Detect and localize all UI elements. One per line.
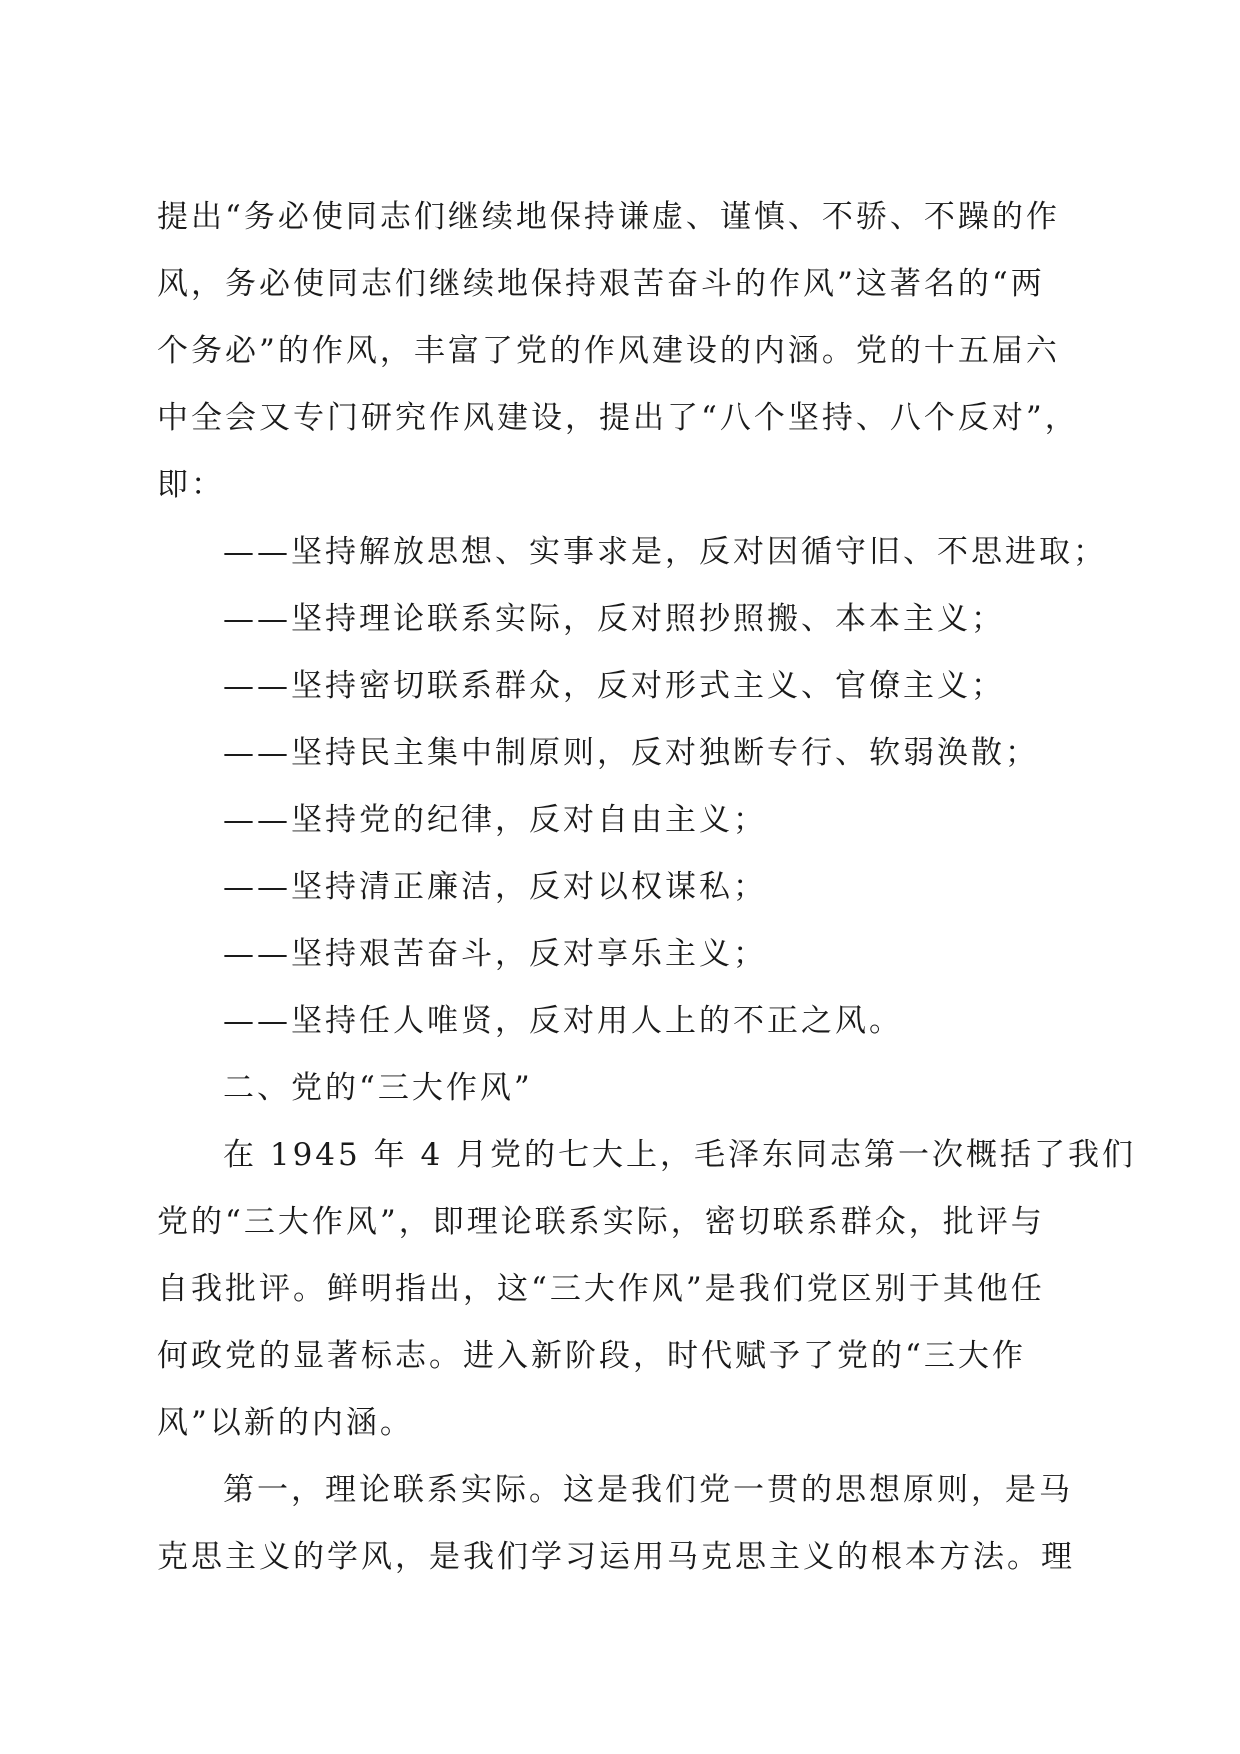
- paragraph-line: 党的“三大作风”，即理论联系实际，密切联系群众，批评与: [157, 1204, 1045, 1240]
- paragraph-line: 克思主义的学风，是我们学习运用马克思主义的根本方法。理: [157, 1539, 1075, 1575]
- paragraph-line: 何政党的显著标志。进入新阶段，时代赋予了党的“三大作: [157, 1338, 1026, 1374]
- list-item: ——坚持密切联系群众，反对形式主义、官僚主义；: [223, 668, 1005, 704]
- list-item: ——坚持清正廉洁，反对以权谋私；: [223, 869, 767, 905]
- text-line: 个务必”的作风，丰富了党的作风建设的内涵。党的十五届六: [157, 333, 1060, 369]
- list-item: ——坚持理论联系实际，反对照抄照搬、本本主义；: [223, 601, 1005, 637]
- text-line: 提出“务必使同志们继续地保持谦虚、谨慎、不骄、不躁的作: [157, 199, 1060, 235]
- paragraph-line: 风”以新的内涵。: [157, 1405, 414, 1441]
- paragraph-line: 在 1945 年 4 月党的七大上，毛泽东同志第一次概括了我们: [223, 1137, 1137, 1173]
- document-body: [157, 184, 1137, 1591]
- text-line: 风，务必使同志们继续地保持艰苦奋斗的作风”这著名的“两: [157, 266, 1045, 302]
- list-item: ——坚持任人唯贤，反对用人上的不正之风。: [223, 1003, 903, 1039]
- list-item: ——坚持党的纪律，反对自由主义；: [223, 802, 767, 838]
- text-line: 中全会又专门研究作风建设，提出了“八个坚持、八个反对”，: [157, 400, 1079, 436]
- list-item: ——坚持民主集中制原则，反对独断专行、软弱涣散；: [223, 735, 1039, 771]
- text-line: 即：: [157, 467, 225, 503]
- paragraph-line: 第一，理论联系实际。这是我们党一贯的思想原则，是马: [223, 1472, 1073, 1508]
- list-item: ——坚持艰苦奋斗，反对享乐主义；: [223, 936, 767, 972]
- section-heading: 二、党的“三大作风”: [223, 1070, 533, 1106]
- list-item: ——坚持解放思想、实事求是，反对因循守旧、不思进取；: [223, 534, 1107, 570]
- paragraph-line: 自我批评。鲜明指出，这“三大作风”是我们党区别于其他任: [157, 1271, 1045, 1307]
